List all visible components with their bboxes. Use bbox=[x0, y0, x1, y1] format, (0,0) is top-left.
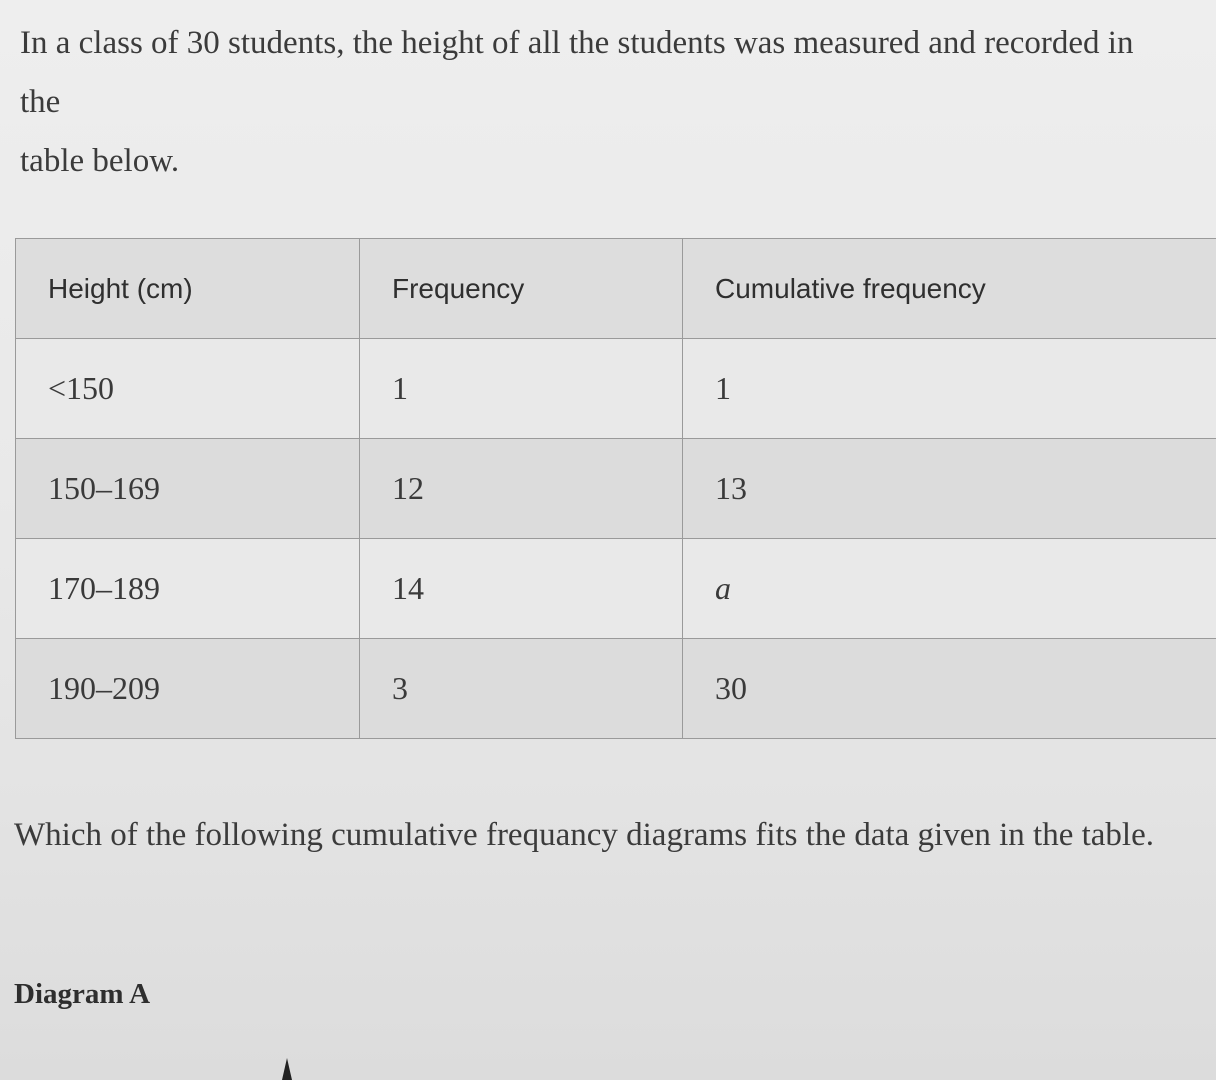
intro-text bbox=[20, 14, 1200, 191]
table-header-row bbox=[16, 239, 1216, 339]
cumulative-frequency-cell: 30 bbox=[683, 639, 1216, 739]
intro-line-2: the bbox=[20, 84, 61, 120]
height-frequency-table bbox=[15, 238, 1216, 750]
height-cell: 190–209 bbox=[16, 639, 360, 739]
header-frequency: Frequency bbox=[360, 239, 683, 339]
question-text bbox=[14, 806, 1204, 865]
height-cell: 150–169 bbox=[16, 439, 360, 539]
frequency-cell: 14 bbox=[360, 539, 683, 639]
cumulative-frequency-cell: 1 bbox=[683, 339, 1216, 439]
table-row bbox=[16, 439, 1216, 539]
table-row bbox=[16, 339, 1216, 439]
frequency-cell: 12 bbox=[360, 439, 683, 539]
question-paragraph: Which of the following cumulative frequancy diagrams fits the data given in the table. bbox=[14, 817, 1154, 853]
height-cell: <150 bbox=[16, 339, 360, 439]
header-height: Height (cm) bbox=[16, 239, 360, 339]
frequency-cell: 3 bbox=[360, 639, 683, 739]
cumulative-frequency-cell: 13 bbox=[683, 439, 1216, 539]
axis-arrow-icon bbox=[280, 1058, 294, 1080]
height-cell: 170–189 bbox=[16, 539, 360, 639]
frequency-cell: 1 bbox=[360, 339, 683, 439]
table-row bbox=[16, 639, 1216, 739]
table-row bbox=[16, 539, 1216, 639]
cumulative-frequency-cell: a bbox=[683, 539, 1216, 639]
intro-line-1: In a class of 30 students, the height of all the students was measured and recorded in bbox=[20, 25, 1134, 61]
intro-line-3: table below. bbox=[20, 143, 180, 179]
header-cumulative-frequency: Cumulative frequency bbox=[683, 239, 1216, 339]
diagram-a-label: Diagram A bbox=[14, 978, 151, 1010]
